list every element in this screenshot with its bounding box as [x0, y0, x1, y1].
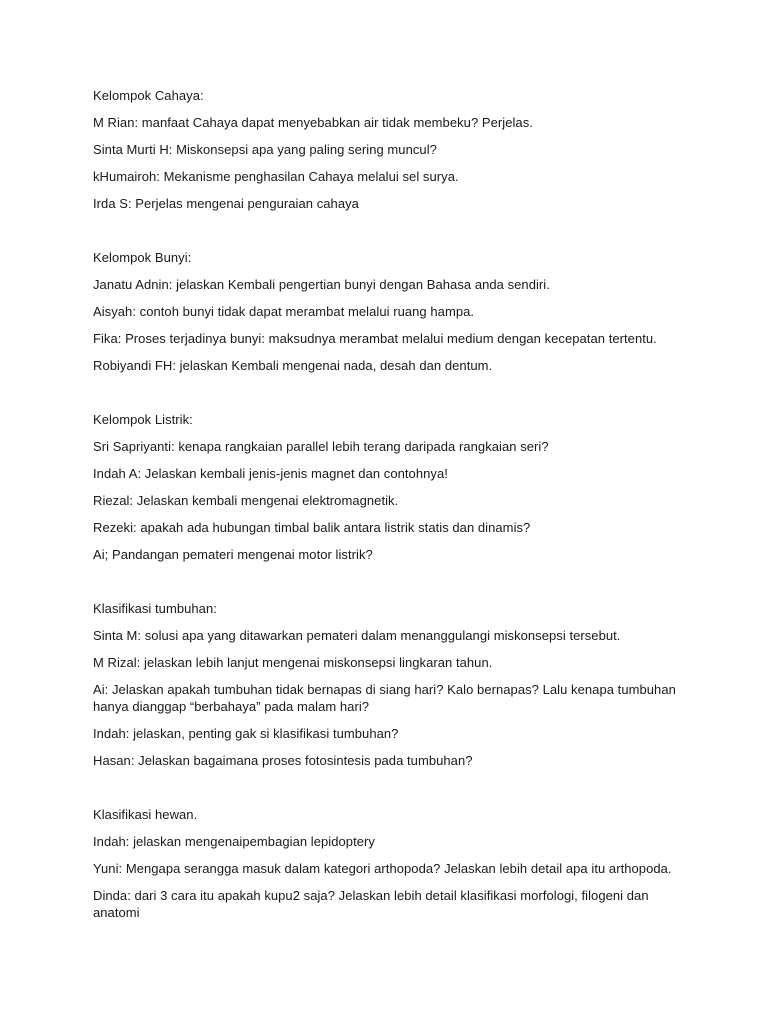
question-line: Riezal: Jelaskan kembali mengenai elektromagnetik. — [93, 493, 399, 508]
question-line: Indah: jelaskan mengenaipembagian lepidoptery — [93, 834, 375, 849]
section-cahaya — [93, 87, 683, 212]
question-line: Janatu Adnin: jelaskan Kembali pengertian bunyi dengan Bahasa anda sendiri. — [93, 277, 550, 292]
section-heading: Klasifikasi tumbuhan: — [93, 601, 217, 616]
question-line: Aisyah: contoh bunyi tidak dapat merambat melalui ruang hampa. — [93, 304, 475, 319]
section-bunyi — [93, 249, 683, 374]
question-line: Robiyandi FH: jelaskan Kembali mengenai nada, desah dan dentum. — [93, 358, 493, 373]
question-line: M Rian: manfaat Cahaya dapat menyebabkan air tidak membeku? Perjelas. — [93, 115, 533, 130]
section-klasifikasi-hewan — [93, 806, 683, 921]
section-heading: Kelompok Bunyi: — [93, 250, 192, 265]
section-listrik — [93, 411, 683, 563]
question-line: Ai: Jelaskan apakah tumbuhan tidak bernapas di siang hari? Kalo bernapas? Lalu kenapa tumbuhan hanya dianggap “berbahaya” pada malam hari? — [93, 682, 676, 714]
section-heading: Kelompok Listrik: — [93, 412, 193, 427]
question-line: Irda S: Perjelas mengenai penguraian cahaya — [93, 196, 359, 211]
question-line: Sri Sapriyanti: kenapa rangkaian parallel lebih terang daripada rangkaian seri? — [93, 439, 549, 454]
question-line: Fika: Proses terjadinya bunyi: maksudnya merambat melalui medium dengan kecepatan tertentu. — [93, 331, 657, 346]
question-line: Dinda: dari 3 cara itu apakah kupu2 saja? Jelaskan lebih detail klasifikasi morfologi, filogeni dan anatomi — [93, 888, 649, 920]
question-line: Hasan: Jelaskan bagaimana proses fotosintesis pada tumbuhan? — [93, 753, 473, 768]
question-line: M Rizal: jelaskan lebih lanjut mengenai miskonsepsi lingkaran tahun. — [93, 655, 493, 670]
question-line: Sinta M: solusi apa yang ditawarkan pemateri dalam menanggulangi miskonsepsi tersebut. — [93, 628, 621, 643]
section-spacer — [93, 384, 683, 411]
question-line: Indah: jelaskan, penting gak si klasifikasi tumbuhan? — [93, 726, 399, 741]
section-spacer — [93, 779, 683, 806]
section-heading: Kelompok Cahaya: — [93, 88, 204, 103]
section-spacer — [93, 222, 683, 249]
question-line: kHumairoh: Mekanisme penghasilan Cahaya melalui sel surya. — [93, 169, 459, 184]
question-line: Sinta Murti H: Miskonsepsi apa yang paling sering muncul? — [93, 142, 437, 157]
question-line: Indah A: Jelaskan kembali jenis-jenis magnet dan contohnya! — [93, 466, 448, 481]
document-body — [93, 87, 683, 931]
section-klasifikasi-tumbuhan — [93, 600, 683, 769]
section-heading: Klasifikasi hewan. — [93, 807, 198, 822]
question-line: Rezeki: apakah ada hubungan timbal balik antara listrik statis dan dinamis? — [93, 520, 531, 535]
question-line: Yuni: Mengapa serangga masuk dalam kategori arthopoda? Jelaskan lebih detail apa itu arthopoda. — [93, 861, 672, 876]
section-spacer — [93, 573, 683, 600]
question-line: Ai; Pandangan pemateri mengenai motor listrik? — [93, 547, 373, 562]
